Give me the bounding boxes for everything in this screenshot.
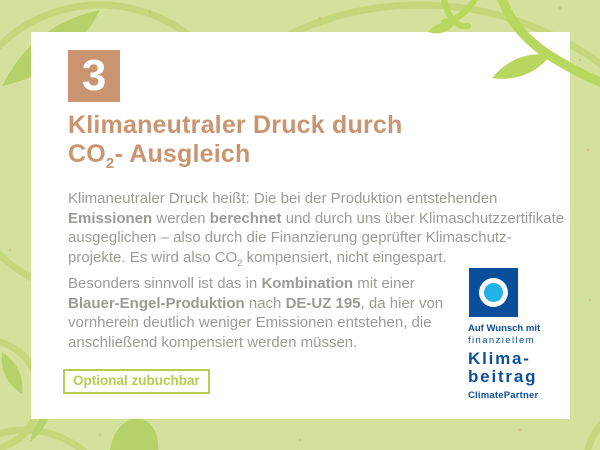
step-number-badge: 3 — [68, 50, 120, 102]
content-card — [31, 32, 570, 419]
logo-dot — [484, 283, 503, 302]
optional-zubuchbar-badge[interactable]: Optional zubuchbar — [63, 369, 210, 394]
label-intro-line2: finanziellem — [468, 335, 535, 346]
logo-ring — [479, 278, 508, 307]
label-word-line2: beitrag — [468, 367, 538, 386]
page-title: Klimaneutraler Druck durch $CO_2-$ Ausgleich — [68, 111, 403, 172]
climatepartner-logo-icon — [469, 268, 518, 317]
label-intro-line1: Auf Wunsch mit — [468, 323, 541, 334]
label-brand-name: ClimatePartner — [468, 390, 539, 401]
label-word-line1: Klima- — [468, 349, 531, 368]
climatepartner-label — [468, 268, 573, 401]
paragraph-co2-explanation: Klimaneutraler Druck heißt: Die bei der Produktion entstehenden Emissionen werden berechnet und durch uns über Klimaschutzzertifikate ausgeglichen – also durch die Finanzierung geprüfter Klimaschutz- projekte. Es wird also $CO_2$ kompensiert, nicht eingespart. — [68, 190, 565, 268]
paragraph-blauer-engel-note: Besonders sinnvoll ist das in Kombination mit einer Blauer-Engel-Produktion nach DE-UZ 195, da hier von vornherein deutlich weniger Emissionen entstehen, die anschließend kompensiert werden müssen. — [68, 275, 444, 351]
